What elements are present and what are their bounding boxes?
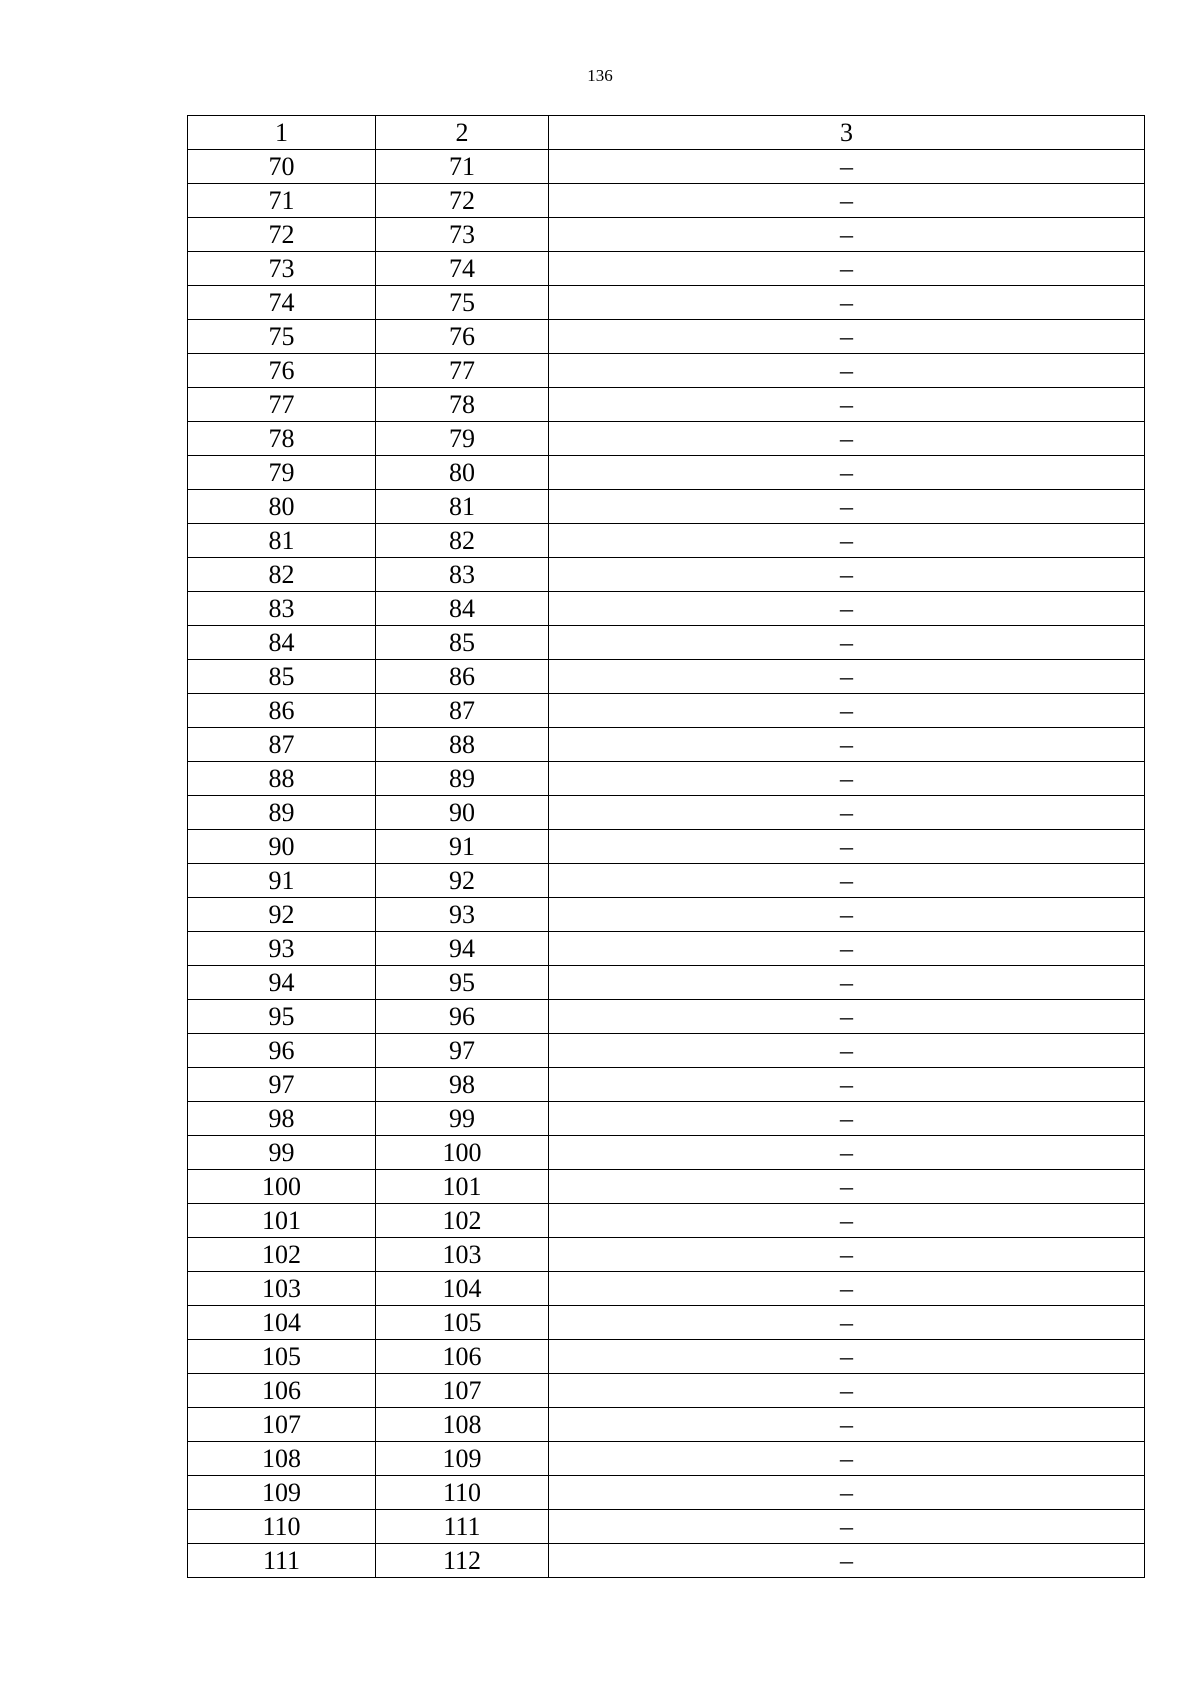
header-cell-col-1: 1 — [188, 116, 376, 150]
table-cell-col-2: 71 — [376, 150, 549, 184]
table-row — [188, 660, 1145, 694]
table-cell-col-2: 73 — [376, 218, 549, 252]
table-cell-col-2: 81 — [376, 490, 549, 524]
table-cell-col-2: 72 — [376, 184, 549, 218]
table-cell-col-2: 93 — [376, 898, 549, 932]
table-cell-col-1: 90 — [188, 830, 376, 864]
table-cell-col-3: – — [549, 1170, 1145, 1204]
table-cell-col-2: 78 — [376, 388, 549, 422]
table-cell-col-1: 80 — [188, 490, 376, 524]
table-cell-col-1: 104 — [188, 1306, 376, 1340]
table-row — [188, 320, 1145, 354]
table-row — [188, 1170, 1145, 1204]
table-row — [188, 1136, 1145, 1170]
table-row — [188, 218, 1145, 252]
table-cell-col-1: 89 — [188, 796, 376, 830]
table-cell-col-1: 107 — [188, 1408, 376, 1442]
table-cell-col-2: 90 — [376, 796, 549, 830]
table-cell-col-1: 99 — [188, 1136, 376, 1170]
table-cell-col-1: 87 — [188, 728, 376, 762]
table-row — [188, 1238, 1145, 1272]
table-cell-col-2: 89 — [376, 762, 549, 796]
table-cell-col-1: 84 — [188, 626, 376, 660]
table-cell-col-1: 85 — [188, 660, 376, 694]
table-row — [188, 1476, 1145, 1510]
table-cell-col-1: 92 — [188, 898, 376, 932]
table-row — [188, 286, 1145, 320]
table-cell-col-1: 101 — [188, 1204, 376, 1238]
table-cell-col-1: 103 — [188, 1272, 376, 1306]
table-cell-col-2: 86 — [376, 660, 549, 694]
table-cell-col-1: 108 — [188, 1442, 376, 1476]
table-cell-col-2: 100 — [376, 1136, 549, 1170]
table-cell-col-2: 76 — [376, 320, 549, 354]
table-cell-col-1: 78 — [188, 422, 376, 456]
table-cell-col-2: 101 — [376, 1170, 549, 1204]
table-cell-col-1: 110 — [188, 1510, 376, 1544]
table-row — [188, 524, 1145, 558]
table-cell-col-3: – — [549, 1510, 1145, 1544]
header-cell-col-2: 2 — [376, 116, 549, 150]
table-row — [188, 694, 1145, 728]
table-cell-col-3: – — [549, 966, 1145, 1000]
table-row — [188, 830, 1145, 864]
table-cell-col-2: 75 — [376, 286, 549, 320]
data-table — [187, 115, 1145, 1578]
table-row — [188, 864, 1145, 898]
table-cell-col-3: – — [549, 490, 1145, 524]
table-cell-col-1: 93 — [188, 932, 376, 966]
table-row — [188, 1340, 1145, 1374]
table-row — [188, 1510, 1145, 1544]
table-cell-col-1: 98 — [188, 1102, 376, 1136]
table-cell-col-3: – — [549, 694, 1145, 728]
table-row — [188, 252, 1145, 286]
table-body — [188, 116, 1145, 1578]
table-cell-col-1: 111 — [188, 1544, 376, 1578]
table-cell-col-3: – — [549, 796, 1145, 830]
table-cell-col-2: 74 — [376, 252, 549, 286]
table-cell-col-1: 70 — [188, 150, 376, 184]
table-cell-col-3: – — [549, 252, 1145, 286]
table-cell-col-1: 109 — [188, 1476, 376, 1510]
table-cell-col-3: – — [549, 1340, 1145, 1374]
table-cell-col-3: – — [549, 1374, 1145, 1408]
table-cell-col-3: – — [549, 354, 1145, 388]
table-row — [188, 1544, 1145, 1578]
table-cell-col-1: 73 — [188, 252, 376, 286]
table-cell-col-3: – — [549, 1102, 1145, 1136]
table-cell-col-3: – — [549, 388, 1145, 422]
table-cell-col-3: – — [549, 524, 1145, 558]
table-cell-col-2: 88 — [376, 728, 549, 762]
table-cell-col-2: 108 — [376, 1408, 549, 1442]
table-cell-col-1: 72 — [188, 218, 376, 252]
table-row — [188, 456, 1145, 490]
table-cell-col-3: – — [549, 218, 1145, 252]
table-cell-col-2: 106 — [376, 1340, 549, 1374]
table-row — [188, 1442, 1145, 1476]
table-row — [188, 592, 1145, 626]
table-cell-col-3: – — [549, 1408, 1145, 1442]
table-cell-col-3: – — [549, 1068, 1145, 1102]
table-cell-col-3: – — [549, 286, 1145, 320]
table-cell-col-3: – — [549, 626, 1145, 660]
table-cell-col-3: – — [549, 456, 1145, 490]
table-cell-col-3: – — [549, 1544, 1145, 1578]
table-row — [188, 626, 1145, 660]
table-cell-col-2: 99 — [376, 1102, 549, 1136]
table-row — [188, 184, 1145, 218]
table-cell-col-2: 82 — [376, 524, 549, 558]
table-row — [188, 1034, 1145, 1068]
table-cell-col-1: 74 — [188, 286, 376, 320]
table-cell-col-3: – — [549, 320, 1145, 354]
table-cell-col-1: 75 — [188, 320, 376, 354]
table-cell-col-2: 102 — [376, 1204, 549, 1238]
table-cell-col-3: – — [549, 830, 1145, 864]
table-cell-col-3: – — [549, 1136, 1145, 1170]
table-cell-col-2: 98 — [376, 1068, 549, 1102]
table-cell-col-3: – — [549, 1000, 1145, 1034]
table-row — [188, 898, 1145, 932]
table-row — [188, 1374, 1145, 1408]
table-row — [188, 388, 1145, 422]
table-row — [188, 932, 1145, 966]
table-cell-col-1: 102 — [188, 1238, 376, 1272]
table-cell-col-2: 105 — [376, 1306, 549, 1340]
table-row — [188, 1000, 1145, 1034]
table-row — [188, 762, 1145, 796]
table-cell-col-1: 86 — [188, 694, 376, 728]
table-cell-col-2: 83 — [376, 558, 549, 592]
table-cell-col-2: 92 — [376, 864, 549, 898]
table-cell-col-1: 95 — [188, 1000, 376, 1034]
table-cell-col-2: 111 — [376, 1510, 549, 1544]
table-cell-col-1: 106 — [188, 1374, 376, 1408]
table-cell-col-3: – — [549, 1272, 1145, 1306]
table-cell-col-3: – — [549, 150, 1145, 184]
table-row — [188, 354, 1145, 388]
table-cell-col-1: 77 — [188, 388, 376, 422]
table-cell-col-3: – — [549, 932, 1145, 966]
table-cell-col-3: – — [549, 558, 1145, 592]
table-cell-col-1: 88 — [188, 762, 376, 796]
table-row — [188, 558, 1145, 592]
table-cell-col-2: 91 — [376, 830, 549, 864]
table-cell-col-2: 96 — [376, 1000, 549, 1034]
table-cell-col-3: – — [549, 1306, 1145, 1340]
table-cell-col-2: 94 — [376, 932, 549, 966]
table-cell-col-2: 107 — [376, 1374, 549, 1408]
table-cell-col-2: 87 — [376, 694, 549, 728]
table-header-row — [188, 116, 1145, 150]
table-cell-col-2: 80 — [376, 456, 549, 490]
table-cell-col-3: – — [549, 660, 1145, 694]
table-cell-col-2: 95 — [376, 966, 549, 1000]
table-cell-col-3: – — [549, 184, 1145, 218]
table-cell-col-1: 96 — [188, 1034, 376, 1068]
table-cell-col-3: – — [549, 864, 1145, 898]
table-cell-col-1: 91 — [188, 864, 376, 898]
table-cell-col-3: – — [549, 592, 1145, 626]
table-cell-col-3: – — [549, 898, 1145, 932]
table-cell-col-3: – — [549, 762, 1145, 796]
table-cell-col-2: 85 — [376, 626, 549, 660]
table-cell-col-1: 97 — [188, 1068, 376, 1102]
table-cell-col-1: 82 — [188, 558, 376, 592]
table-cell-col-2: 112 — [376, 1544, 549, 1578]
table-cell-col-1: 83 — [188, 592, 376, 626]
table-cell-col-1: 105 — [188, 1340, 376, 1374]
table-cell-col-3: – — [549, 1476, 1145, 1510]
table-cell-col-1: 79 — [188, 456, 376, 490]
table-cell-col-2: 97 — [376, 1034, 549, 1068]
header-cell-col-3: 3 — [549, 116, 1145, 150]
table-row — [188, 1204, 1145, 1238]
table-cell-col-1: 81 — [188, 524, 376, 558]
table-cell-col-1: 76 — [188, 354, 376, 388]
table-cell-col-3: – — [549, 728, 1145, 762]
table-cell-col-1: 71 — [188, 184, 376, 218]
table-row — [188, 966, 1145, 1000]
table-cell-col-2: 110 — [376, 1476, 549, 1510]
table-cell-col-3: – — [549, 1204, 1145, 1238]
table-cell-col-3: – — [549, 1034, 1145, 1068]
table-cell-col-3: – — [549, 422, 1145, 456]
table-row — [188, 1102, 1145, 1136]
table-row — [188, 796, 1145, 830]
table-cell-col-2: 103 — [376, 1238, 549, 1272]
table-row — [188, 1408, 1145, 1442]
page-number: 136 — [587, 66, 613, 85]
table-row — [188, 728, 1145, 762]
table-row — [188, 1068, 1145, 1102]
table-cell-col-2: 104 — [376, 1272, 549, 1306]
table-cell-col-1: 94 — [188, 966, 376, 1000]
table-cell-col-2: 79 — [376, 422, 549, 456]
table-cell-col-2: 109 — [376, 1442, 549, 1476]
table-cell-col-2: 84 — [376, 592, 549, 626]
table-cell-col-2: 77 — [376, 354, 549, 388]
table-row — [188, 490, 1145, 524]
table-row — [188, 150, 1145, 184]
table-cell-col-1: 100 — [188, 1170, 376, 1204]
table-row — [188, 1272, 1145, 1306]
table-row — [188, 1306, 1145, 1340]
table-row — [188, 422, 1145, 456]
table-cell-col-3: – — [549, 1442, 1145, 1476]
table-cell-col-3: – — [549, 1238, 1145, 1272]
